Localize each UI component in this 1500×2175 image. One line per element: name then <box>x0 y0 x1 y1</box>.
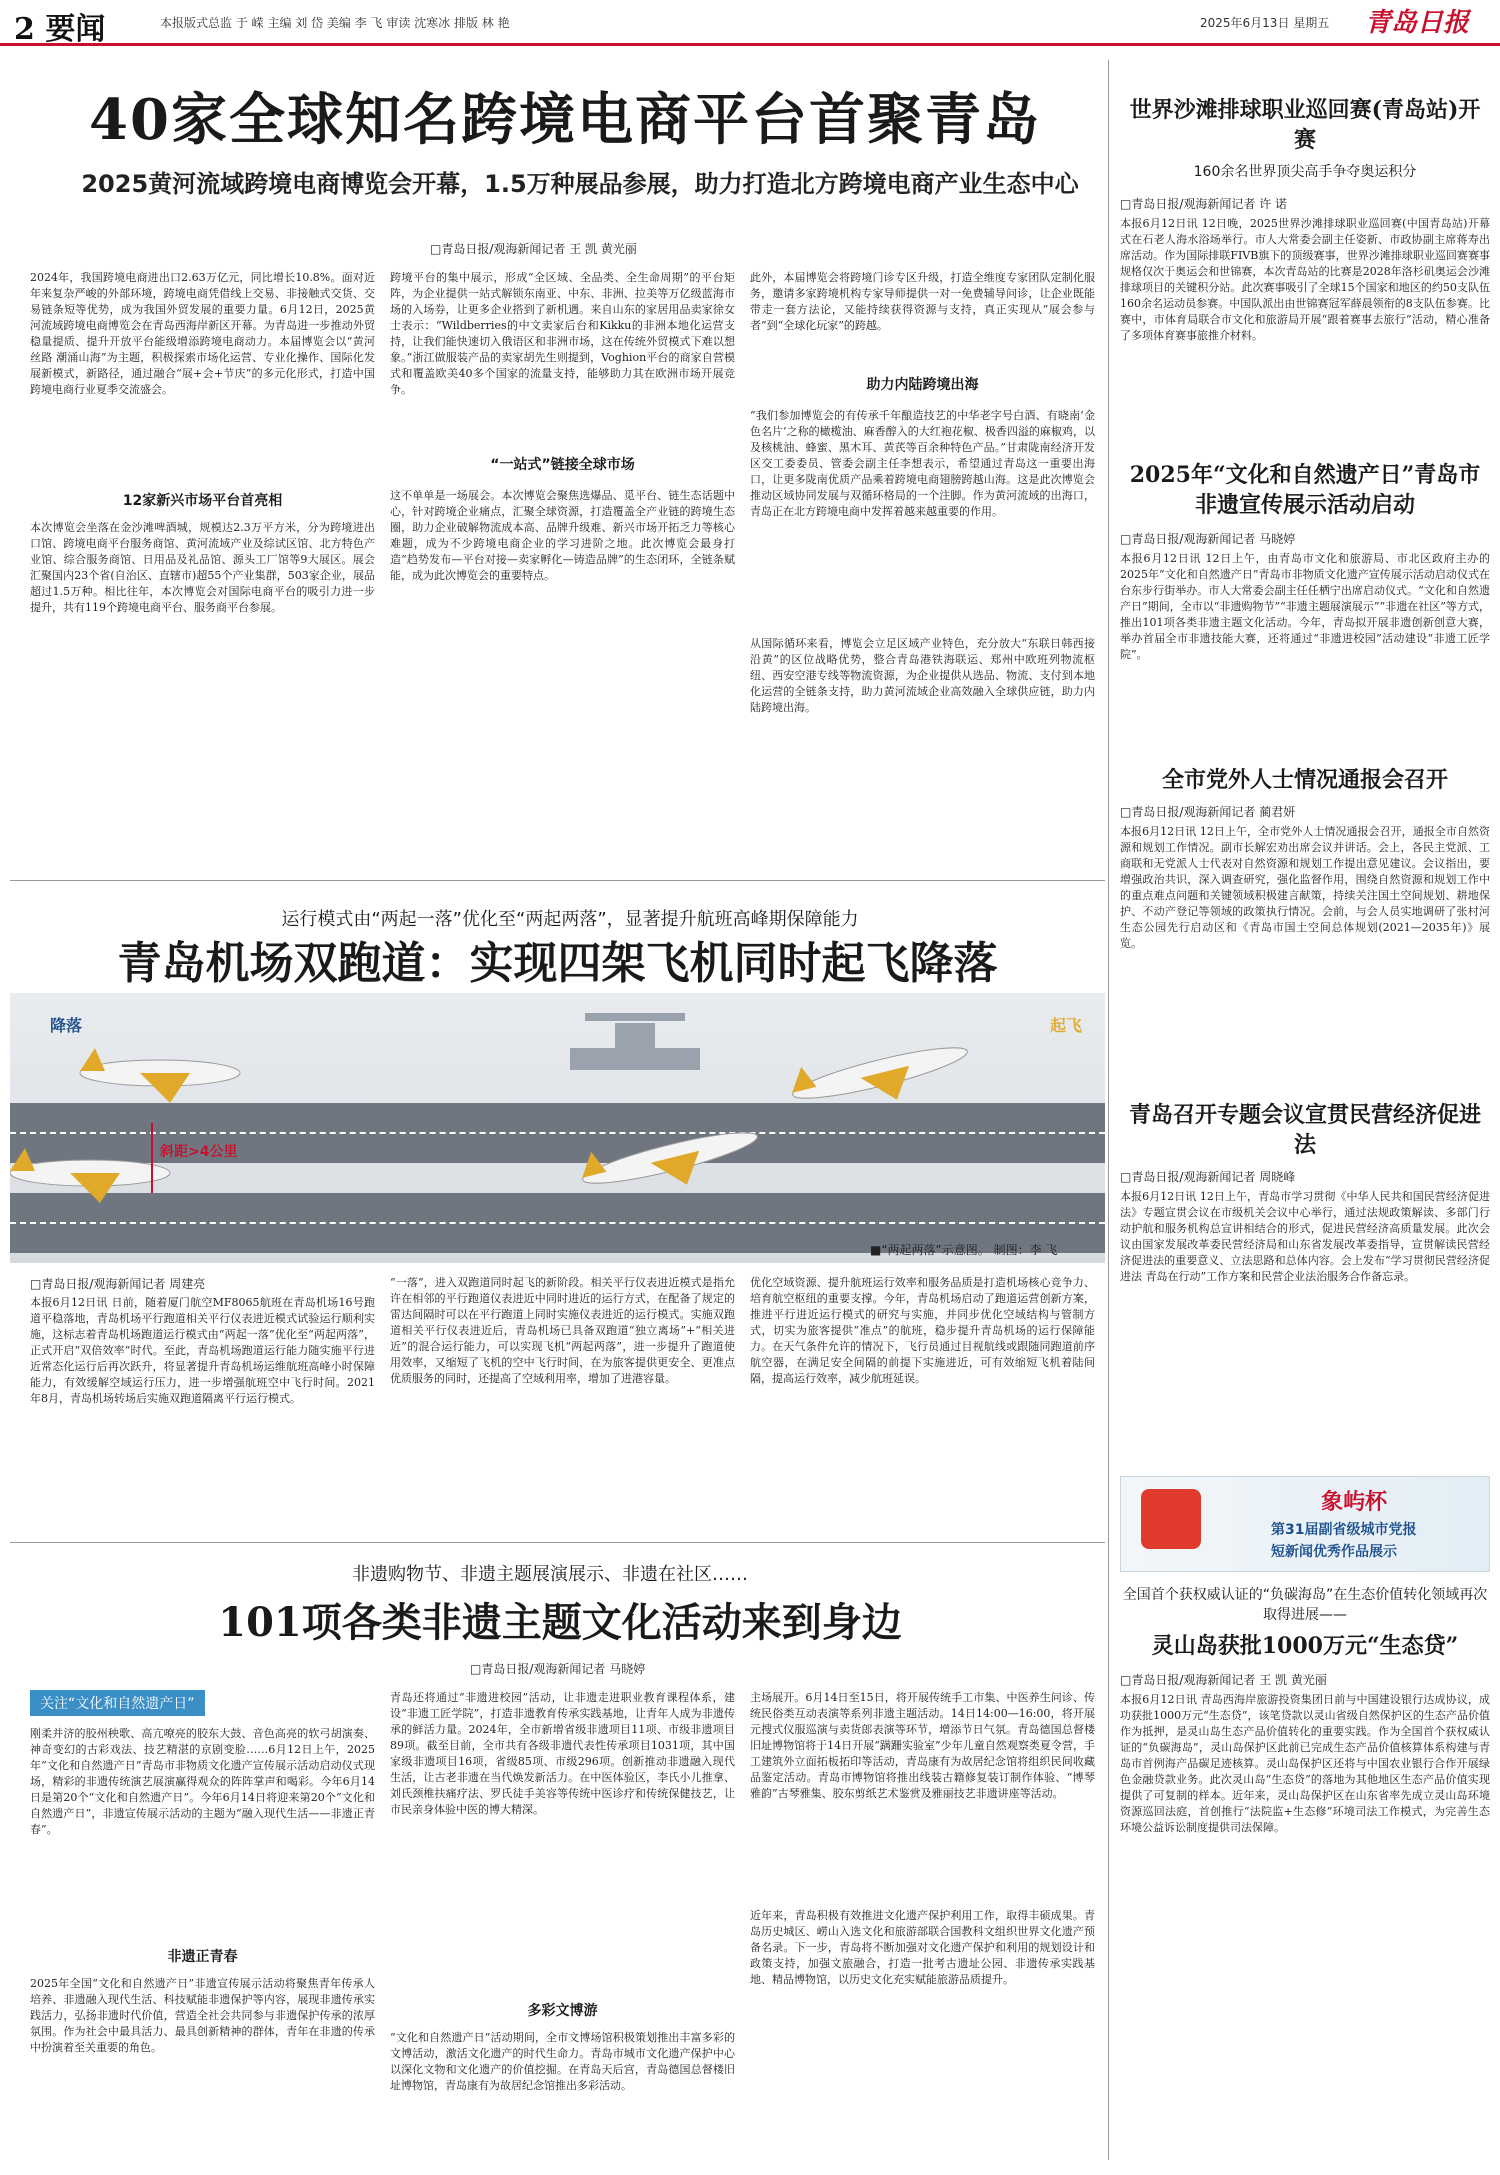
masthead <box>0 0 1500 46</box>
right-story-1 <box>1120 95 1490 436</box>
story2-col2-text: “一落”，进入双跑道同时起飞的新阶段。相关平行仪表进近模式是指允许在相邻的平行跑道仪表进近中同时进近的运行方式，在配备了规定的雷达间隔时可以在平行跑道上同时实施仪表进近的运行模式。实施双跑道相关平行仪表进近后，青岛机场已具备双跑道“独立离场”+“相关进近”的混合运行能力，可以实现飞机“两起两落”，进一步提升了跑道使用效率，又缩短了飞机的空中飞行时间，在为旅客提供更安全、更准点优质服务的同时，还提高了空域利用率，增加了进港容量。 <box>390 1276 735 1385</box>
newspaper-award-banner <box>1120 1476 1490 1572</box>
right-story-5-byline: □青岛日报/观海新闻记者 王 凯 黄光丽 <box>1120 1673 1327 1687</box>
story3-col3-text: 主场展开。6月14日至15日，将开展传统手工市集、中医养生问诊、传统民俗类互动表演等系列非遗主题活动。14日14:00—16:00，将开展元搜式仪服巡演与卖货郎表演等环节，增添节日气氛。青岛德国总督楼旧址博物馆将于14日开展“蹒跚实验室”少年儿童自然观察类夏令营，手工建筑外立面拓板拓印等活动，青岛康有为故居纪念馆将组织民间收藏品鉴定活动。青岛市博物馆将推出线装古籍修复装订制作体验、“博琴雅韵”古琴雅集、胶东剪纸艺术鉴赏及雅丽技艺非遗讲座等活动。 <box>750 1691 1095 1800</box>
award-logo-icon <box>1141 1489 1201 1549</box>
story1-col1-subhead: 12家新兴市场平台首亮相 <box>122 493 283 509</box>
takeoff-plane-1-icon <box>787 1027 975 1124</box>
right-story-3-body: 本报6月12日讯 12日上午，全市党外人士情况通报会召开，通报全市自然资源和规划工作情况。副市长解宏劝出席会议并讲话。会上，各民主党派、工商联和无党派人士代表对自然资源和规划工作提出意见建议。会议指出，要增强政治共识，深入调查研究，强化监督作用，围绕自然资源和规划工作中的重点难点问题和关键领域积极建言献策，持续关注国土空间规划、耕地保护、不动产登记等领域的政策执行情况。会前，与会人员实地调研了张村河生态公园先行启动区和《青岛市国土空间总体规划(2021—2035年)》展览。 <box>1120 825 1490 950</box>
story3-column-2 <box>390 1690 735 2150</box>
story2-column-1 <box>30 1295 375 1525</box>
story1-col2-text: 跨境平台的集中展示，形成“全区域、全品类、全生命周期”的平台矩阵，为企业提供一站式解锁东南亚、中东、非洲、拉美等万亿级蓝海市场的入场券，让更多企业搭到了新机遇。来自山东的家居用品卖家徐女士表示：“Wildberries的中文卖家后台和Kikku的非洲本地化运营支持，让我们能快速切入俄语区和非洲市场，这在传统外贸模式下难以想象。”浙江做服装产品的卖家胡先生则提到，Voghion平台的商家自营模式和覆盖欧美40多个国家的流量支持，能够助力其在欧洲市场开展竞争。 <box>390 271 735 396</box>
editorial-credits: 本报版式总监 于 嵘 主编 刘 岱 美编 李 飞 审读 沈寒冰 排版 林 艳 <box>160 16 510 30</box>
award-line-2: 短新闻优秀作品展示 <box>1271 1544 1397 1560</box>
story3-col1-subhead: 非遗正青春 <box>167 1949 238 1965</box>
story3-col1-text: 刚柔并济的胶州秧歌、高亢嘹亮的胶东大鼓、音色高亮的软弓胡演奏、神奇变幻的古彩戏法、技艺精湛的京剧变脸……6月12日上午，2025年“文化和自然遗产日”青岛市非物质文化遗产宣传展示活动启动仪式现场，精彩的非遗传统演艺展演赢得观众的阵阵掌声和喝彩。今年6月14日是第20个“文化和自然遗产日”。今年6月14日将迎来第20个“文化和自然遗产日”，非遗宣传展示活动的主题为“融入现代生活——非遗正青春”。 <box>30 1727 375 1836</box>
story2-headline: 青岛机场双跑道：实现四架飞机同时起飞降落 <box>117 938 998 989</box>
story1-col3-text: 此外，本届博览会将跨境门诊专区升级，打造全维度专家团队定制化服务，邀请多家跨境机构专家导师提供一对一免费辅导问诊，让企业既能带走一套方法论，又能持续获得资源与支持，真正实现从“展会参与者”到“全球化玩家”的跨越。 <box>750 271 1095 332</box>
plane-illustration <box>10 993 1105 1263</box>
right-story-5-body: 本报6月12日讯 青岛西海岸旅游投资集团日前与中国建设银行达成协议，成功获批1000万元“生态贷”，该笔贷款以灵山省级自然保护区的生态产品价值作为抵押，是灵山岛生态产品价值转化的重要实践。作为全国首个获权威认证的“负碳海岛”，灵山岛保护区此前已完成生态产品价值核算体系构建与青岛市首例海产品碳足迹核算。灵山岛保护区还将与中国农业银行合作开展绿色金融贷款业务。此次灵山岛“生态贷”的落地为其他地区生态产品价值实现提供了可复制的样本。近年来，灵山岛保护区在山东省率先成立灵山岛环境资源巡回法庭，首创推行“法院监+生态修”环境司法工作模式，为完善生态环境公益诉讼制度提供司法保障。 <box>1120 1693 1490 1834</box>
right-story-1-headline: 世界沙滩排球职业巡回赛(青岛站)开赛 <box>1129 97 1481 153</box>
right-story-2 <box>1120 460 1490 721</box>
story2-col3-text: 优化空域资源、提升航班运行效率和服务品质是打造机场核心竞争力、培育航空枢纽的重要支撑。今年，青岛机场启动了跑道运营创新方案，推进平行进近运行模式的研究与实施，并同步优化空域结构与管制方式，切实为旅客提供“准点”的航班，稳步提升青岛机场的运行保障能力。在天气条件允许的情况下，飞行员通过目视航线或跟随同跑道前序航空器，在满足安全间隔的前提下实施进近，可有效缩短飞机着陆间隔，提高运行效率，减少航班延误。 <box>750 1276 1095 1385</box>
award-line-1: 第31届副省级城市党报 <box>1271 1522 1417 1538</box>
right-story-1-body: 本报6月12日讯 12日晚，2025世界沙滩排球职业巡回赛(中国青岛站)开幕式在石老人海水浴场举行。市人大常委会副主任姿新、市政协副主席蒋寿出席活动。作为国际排联FIVB旗下的顶级赛事，世界沙滩排球职业巡回赛赛事规格仅次于奥运会和世锦赛，本次青岛站的比赛是2028年洛杉矶奥运会沙滩排球项目的关键积分站。此次赛事吸引了全球15个国家和地区的约50支队伍160余名运动员参赛。中国队派出由世锦赛冠军薛晨领衔的8支队伍参赛。比赛中，市体育局联合市文化和旅游局开展“跟着赛事去旅行”活动，精心准备了多项体育赛事旅推介材料。 <box>1120 217 1490 342</box>
story3-headline: 101项各类非遗主题文化活动来到身边 <box>218 1599 902 1646</box>
story1-col2b-text: 这不单单是一场展会。本次博览会聚焦选爆品、觅平台、链生态话题中心，针对跨境企业痛点，汇聚全球资源，打造覆盖全产业链的跨境生态圈，助力企业破解物流成本高、品牌升级难、新兴市场开拓乏力等核心难题，成为不少跨境电商企业的学习进阶之地。此次博览会最身打造“趋势发布—平台对接—卖家孵化—铸造品牌”的生态闭环，全链条赋能，成为此次博览会的重要特点。 <box>390 489 735 582</box>
right-story-1-byline: □青岛日报/观海新闻记者 许 诺 <box>1120 197 1288 211</box>
story3-column-3 <box>750 1690 1095 2138</box>
story3-byline: □青岛日报/观海新闻记者 马晓婷 <box>470 1662 646 1676</box>
graphic-caption: ■“两起两落”示意图。 制图：李 飞 <box>870 1243 1058 1257</box>
story1-column-1 <box>30 270 375 850</box>
takeoff-plane-2-icon <box>577 1112 765 1209</box>
right-story-5-headline: 灵山岛获批1000万元“生态贷” <box>1151 1633 1459 1659</box>
story3-column-1 <box>30 1690 375 2126</box>
story3-col3b-text: 近年来，青岛积极有效推进文化遗产保护利用工作，取得丰硕成果。青岛历史城区、崂山入选文化和旅游部联合国教科文组织世界文化遗产预备名录。下一步，青岛将不断加强对文化遗产保护和利用的规划设计和政策支持，加强文旅融合，打造一批考古遗址公园、非遗传承实践基地、精品博物馆，以历史文化充实赋能旅游品质提升。 <box>750 1909 1095 1986</box>
right-story-2-headline: 2025年“文化和自然遗产日”青岛市非遗宣传展示活动启动 <box>1129 462 1481 518</box>
story1-column-3 <box>750 270 1095 856</box>
story2-column-2 <box>390 1275 735 1525</box>
right-story-1-sub: 160余名世界顶尖高手争夺奥运积分 <box>1193 164 1417 180</box>
right-story-2-body: 本报6月12日讯 12日上午，由青岛市文化和旅游局、市北区政府主办的2025年“文化和自然遗产日”青岛市非物质文化遗产宣传展示活动启动仪式在台东步行街举办。市人大常委会副主任任栖宁出席启动仪式。“文化和自然遗产日”期间，全市以“非遗购物节”“非遗主题展演展示”“非遗在社区”等方式，推出101项各类非遗主题文化活动。今年，青岛拟开展非遗创新创意大赛，举办首届全市非遗技能大赛，还将通过“非遗进校园”活动建设“非遗工匠学院”。 <box>1120 552 1490 661</box>
story1-subheadline: 2025黄河流域跨境电商博览会开幕，1.5万种展品参展，助力打造北方跨境电商产业生态中心 <box>81 170 1079 198</box>
runway-graphic <box>10 993 1105 1263</box>
terminal-building-icon <box>570 1013 700 1070</box>
right-story-3-headline: 全市党外人士情况通报会召开 <box>1161 767 1448 793</box>
landing-plane-1-icon <box>80 1048 240 1103</box>
story1-byline: □青岛日报/观海新闻记者 王 凯 黄光丽 <box>430 242 637 256</box>
right-story-4 <box>1120 1100 1490 1439</box>
section-divider <box>10 880 1105 881</box>
section-name: 要闻 <box>45 12 106 47</box>
story3-col2-text: 青岛还将通过“非遗进校园”活动，让非遗走进职业教育课程体系，建设“非遗工匠学院”，打造非遗教育传承实践基地，让青年人成为非遗传承的鲜活力量。2024年，全市新增省级非遗项目11项、市级非遗项目89项。截至目前，全市共有各级非遗代表性传承项目1031项，其中国家级非遗项目16项，省级85项、市级296项。创新推动非遗融入现代生活，让古老非遗在当代焕发新活力。在中医体验区，李氏小儿推拿、刘氏颈椎扶痛疗法、罗氏徒手美容等传统中医诊疗和传统保健技艺，让市民亲身体验中医的博大精深。 <box>390 1691 735 1816</box>
story1-col3b-text: “我们参加博览会的有传承千年酿造技艺的中华老字号白酒、有晓南‘金色名片’之称的橄榄油、麻香醇入的大红袍花椒、极香四溢的麻椒鸡，以及核桃油、蜂蜜、黑木耳、黄芪等百余种特色产品。”甘肃陇南经济开发区交工委委员、管委会副主任李想表示，希望通过青岛这一重要出海口，让更多陇南优质产品乘着跨境电商翅膀跨越山海。这是此次博览会推动区域协同发展与双循环格局的一个注脚。作为黄河流域的出海口，青岛正在北方跨境电商中发挥着越来越重要的作用。 <box>750 409 1095 518</box>
story3-kicker: 非遗购物节、非遗主题展演展示、非遗在社区…… <box>352 1564 748 1585</box>
story2-byline: □青岛日报/观海新闻记者 周建亮 <box>30 1277 206 1291</box>
story1-col2-subhead: “一站式”链接全球市场 <box>490 457 635 473</box>
story2-kicker: 运行模式由“两起一落”优化至“两起两落”，显著提升航班高峰期保障能力 <box>281 909 859 930</box>
newspaper-logo: 青岛日报 <box>1365 8 1470 38</box>
story3-col2b-text: “文化和自然遗产日”活动期间，全市文博场馆积极策划推出丰富多彩的文博活动，激活文化遗产的时代生命力。青岛市城市文化遗产保护中心以深化文物和文化遗产的价值挖掘。在青岛天后宫，青岛德国总督楼旧址博物馆，青岛康有为故居纪念馆推出多彩活动。 <box>390 2031 735 2092</box>
takeoff-label: 起飞 <box>1050 1016 1083 1035</box>
story2-column-3 <box>750 1275 1095 1525</box>
story2-col1-text: 本报6月12日讯 日前，随着厦门航空MF8065航班在青岛机场16号跑道平稳落地，青岛机场平行跑道相关平行仪表进近模式试验运行顺利实施，这标志着青岛机场跑道运行模式由“两起一落”优化至“两起两落”，正式开启“双倍效率”时代。至此，青岛机场跑道运行能力随实施平行进近常态化运行后再次跃升，将显著提升青岛机场运维航班高峰小时保障能力，有效缓解空域运行压力，进一步增强航班空中飞行时间。2021年8月，青岛机场转场后实施双跑道隔离平行运行模式。 <box>30 1296 375 1405</box>
heritage-day-tag: 关注“文化和自然遗产日” <box>30 1690 205 1716</box>
story3-col2-subhead: 多彩文博游 <box>527 2003 598 2019</box>
story1-col1b-text: 本次博览会坐落在金沙滩啤酒城，规模达2.3万平方米，分为跨境进出口馆、跨境电商平台服务商馆、黄河流域产业及综试区馆、北方特色产业馆、综合服务商馆、日用品及礼品馆、源头工厂馆等9大展区。展会汇聚国内23个省(自治区、直辖市)超55个产业集群，503家企业，展品超过1.5万种。相比往年，本次博览会对国际电商平台的吸引力进一步提升，共有119个跨境电商平台、服务商平台参展。 <box>30 521 375 614</box>
award-brand: 象屿杯 <box>1321 1489 1388 1515</box>
right-story-4-headline: 青岛召开专题会议宣贯民营经济促进法 <box>1128 1102 1481 1158</box>
column-divider <box>1108 60 1109 2160</box>
issue-date: 2025年6月13日 星期五 <box>1200 16 1330 30</box>
page-number: 2 要闻 <box>14 12 106 47</box>
distance-label: 斜距>4公里 <box>160 1144 238 1160</box>
landing-plane-2-icon <box>10 1148 170 1203</box>
story1-col3c-text: 从国际循环来看，博览会立足区域产业特色，充分放大“东联日韩西接沿黄”的区位战略优势，整合青岛港铁海联运、郑州中欧班列物流枢纽、西安空港专线等物流资源，为企业提供从选品、物流、支付到本地化运营的全链条支持，助力黄河流域企业高效融入全球供应链，助力内陆跨境出海。 <box>750 637 1095 714</box>
landing-label: 降落 <box>50 1016 83 1035</box>
section-divider-2 <box>10 1542 1105 1543</box>
right-story-3-byline: □青岛日报/观海新闻记者 蔺君妍 <box>1120 805 1296 819</box>
right-story-2-byline: □青岛日报/观海新闻记者 马晓婷 <box>1120 532 1296 546</box>
story1-col1-text: 2024年，我国跨境电商进出口2.63万亿元，同比增长10.8%。面对近年来复杂严峻的外部环境，跨境电商凭借线上交易、非接触式交货、交易链条短等优势，成为我国外贸发展的重要力量。6月12日，2025黄河流域跨境电商博览会在青岛西海岸新区开幕。为青岛进一步推动外贸稳量提质、提升开放平台能级增添跨境电商动力。本届博览会以“黄河丝路 潮涌山海”为主题，积极探索市场化运营、专业化操作、国际化发展新模式，新路径，通过融合“展+会+节庆”的多元化形式，打造中国跨境电商行业夏季交流盛会。 <box>30 271 375 396</box>
right-story-5 <box>1120 1585 1490 2132</box>
right-story-5-kicker: 全国首个获权威认证的“负碳海岛”在生态价值转化领域再次取得进展—— <box>1122 1587 1488 1623</box>
right-story-4-body: 本报6月12日讯 12日上午，青岛市学习贯彻《中华人民共和国民营经济促进法》专题宣贯会议在市级机关会议中心举行，通过法规政策解读、多部门行动护航和服务机构总宣讲相结合的形式，促进民营经济高质量发展。此次会议由国家发展改革委民营经济局和山东省发展改革委指导，宣贯解读民营经济促进法的重要意义、立法思路和总体内容。会上发布“学习贯彻民营经济促进法 青岛在行动”工作方案和民营企业法治服务合作备忘录。 <box>1120 1190 1490 1283</box>
story1-headline: 40家全球知名跨境电商平台首聚青岛 <box>89 87 1041 153</box>
story1-column-2 <box>390 270 735 858</box>
story3-col1b-text: 2025年全国“文化和自然遗产日”非遗宣传展示活动将聚焦青年传承人培养、非遗融入现代生活、科技赋能非遗保护等内容，展现非遗传承实践活力，弘扬非遗时代价值，营造全社会共同参与非遗保护传承的浓厚氛围。作为社会中最具活力、最具创新精神的群体，青年在非遗的传承中扮演着至关重要的角色。 <box>30 1977 375 2054</box>
story1-col3-subhead: 助力内陆跨境出海 <box>866 377 979 393</box>
right-story-4-byline: □青岛日报/观海新闻记者 周晓峰 <box>1120 1170 1296 1184</box>
right-story-3 <box>1120 765 1490 1064</box>
